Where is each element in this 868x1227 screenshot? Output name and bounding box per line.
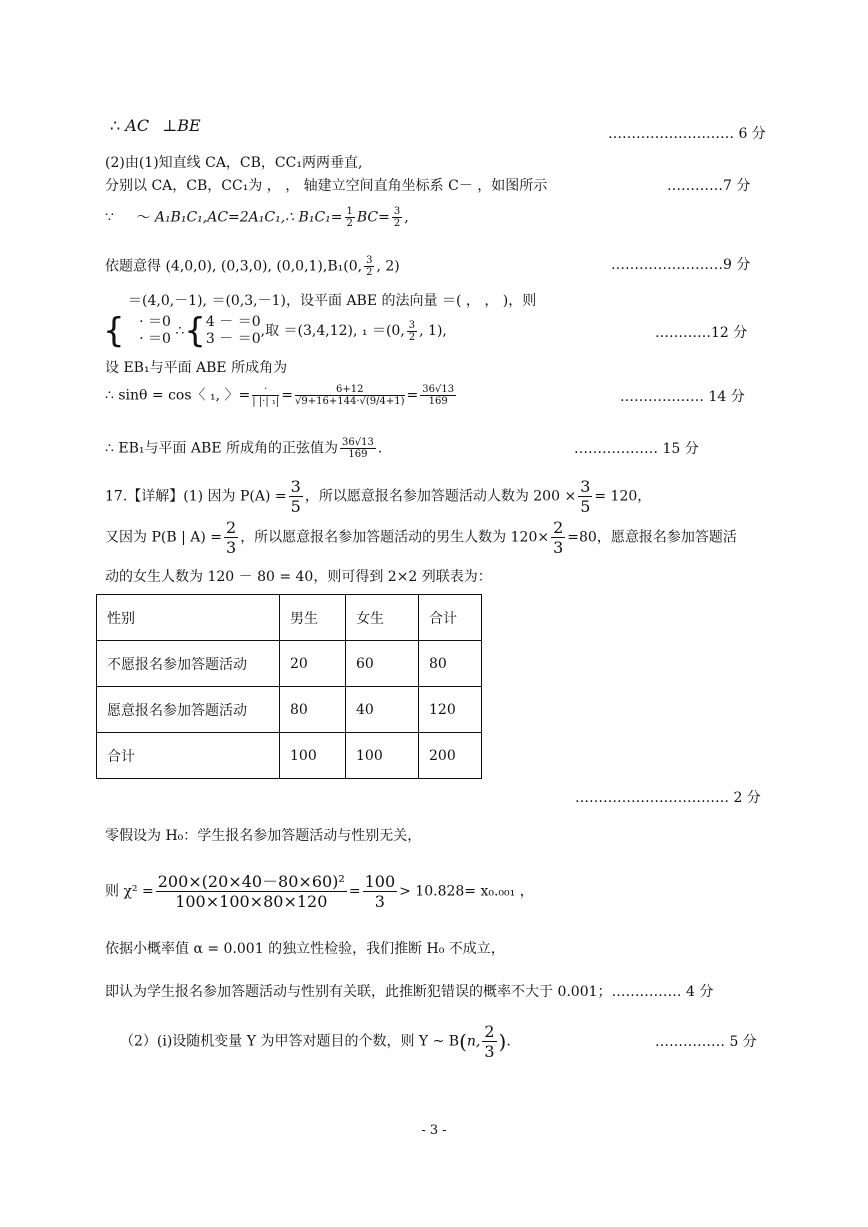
table-row <box>97 641 482 687</box>
point-coordinates-line: 依题意得 (4,0,0), (0,3,0), (0,0,1),B₁(0, $\frac{3}{2}$ , 2) <box>105 255 400 278</box>
conclusion-ac-perp-be <box>110 116 201 136</box>
bc-label: BC= <box>356 209 390 226</box>
result-fraction: $\frac{36√13}{169}$ <box>422 384 455 407</box>
result-fraction: $\frac{36√13}{169}$ <box>342 437 374 460</box>
table-row <box>97 733 482 779</box>
null-hypothesis-line: 零假设为 H₀：学生报名参加答题活动与性别无关， <box>105 828 422 844</box>
chi-square-line: 则 χ² = $\frac{\text{200×(20×40－80×60)²}}{100\times 100\times 80\times 120}$ = $\frac{100}{3}$ > 10.828= x₀.₀₀₁ ， <box>105 872 534 911</box>
solution-part2-line: (2)由(1)知直线 CA，CB，CC₁两两垂直, <box>105 155 363 171</box>
vector-definitions-line: ＝(4,0,－1), ＝(0,3,－1)，设平面 ABE 的法向量 ＝( ， ， )，则 <box>128 293 537 309</box>
fraction-3-5: $\frac{3}{5}$ <box>290 477 301 516</box>
fraction-100-3: $\frac{100}{3}$ <box>364 872 396 911</box>
table-cell: 60 <box>346 641 419 687</box>
score-15: ……………… 15 分 <box>574 441 699 457</box>
perp-symbol: ⊥ <box>162 116 178 135</box>
table-cell: 合计 <box>97 733 280 779</box>
score-2: …………………………… 2 分 <box>575 790 761 806</box>
fraction-2-3: $\frac{2}{3}$ <box>226 518 237 557</box>
because-symbol: ∵ <box>105 209 114 226</box>
table-header-cell: 性别 <box>97 595 280 641</box>
segment-be: BE <box>177 116 201 135</box>
chi-square-fraction: $\frac{\text{200×(20×40－80×60)²}}{100\times 100\times 80\times 120}$ <box>157 872 345 911</box>
table-cell: 愿意报名参加答题活动 <box>97 687 280 733</box>
table-cell: 120 <box>419 687 482 733</box>
cosine-fraction: $\frac{\cdot}{\text{| |·| ₁|}}$ <box>252 384 280 407</box>
score-5: …………… 5 分 <box>655 1034 757 1050</box>
similarity-statement: A₁B₁C₁,AC=2A₁C₁,∴ B₁C₁= <box>154 209 343 226</box>
sine-computation-line: ∴ sinθ = cos〈 ₁, 〉= $\frac{\cdot}{\text{| |·| ₁|}}$ = $\frac{6+12}{√9+16+144\cdot√(9/4+1)}$ = $\frac{36√13}{169}$ <box>105 384 455 407</box>
fraction-2-3: $\frac{2}{3}$ <box>553 518 564 557</box>
table-row <box>97 687 482 733</box>
three-halves-fraction: $\frac{3}{2}$ <box>408 319 416 343</box>
table-cell: 100 <box>346 733 419 779</box>
normal-vector-system: { · ＝0 · ＝0 ∴{ 4 － ＝0 3 － ＝0 ,取 ＝(3,4,12), ₁ ＝(0, $\frac{3}{2}$ , 1), <box>103 311 447 351</box>
table-cell: 40 <box>346 687 419 733</box>
score-14: ……………… 14 分 <box>620 389 745 405</box>
three-halves-fraction: $\frac{3}{2}$ <box>393 206 401 229</box>
table-header-cell: 女生 <box>346 595 419 641</box>
score-12: …………12 分 <box>655 325 748 341</box>
independence-test-line: 依据小概率值 α = 0.001 的独立性检验，我们推断 H₀ 不成立， <box>105 941 505 957</box>
conclusion-line: 即认为学生报名参加答题活动与性别有关联，此推断犯错误的概率不大于 0.001；…………… 4 分 <box>105 984 714 1000</box>
left-brace: { <box>103 311 125 351</box>
similar-symbol: ～ <box>136 209 151 226</box>
score-7: …………7 分 <box>667 178 751 194</box>
table-cell: 200 <box>419 733 482 779</box>
fraction-3-5: $\frac{3}{5}$ <box>580 477 591 516</box>
score-9: ……………………9 分 <box>611 257 751 273</box>
problem17-line3: 动的女生人数为 120 － 80 = 40，则可得到 2×2 列联表为： <box>105 569 492 585</box>
table-cell: 不愿报名参加答题活动 <box>97 641 280 687</box>
table-cell: 100 <box>280 733 346 779</box>
table-cell: 20 <box>280 641 346 687</box>
similar-triangles-line: ∵ ～ A₁B₁C₁,AC=2A₁C₁,∴ B₁C₁= $\frac{1}{2}$ BC= $\frac{3}{2}$ , <box>105 206 409 229</box>
contingency-table <box>96 594 482 779</box>
sine-result-line: ∴ EB₁与平面 ABE 所成角的正弦值为 $\frac{36√13}{169}$ . <box>105 437 383 460</box>
score-6: ……………………… 6 分 <box>608 126 766 142</box>
numeric-fraction: $\frac{6+12}{√9+16+144\cdot√(9/4+1)}$ <box>295 384 405 407</box>
fraction-2-3: $\frac{2}{3}$ <box>484 1022 495 1061</box>
page-number: - 3 - <box>421 1123 447 1138</box>
table-header-cell: 男生 <box>280 595 346 641</box>
problem17-line2: 又因为 P(B | A) = $\frac{2}{3}$ ，所以愿意报名参加答题活动的男生人数为 120× $\frac{2}{3}$ =80，愿意报名参加答题活 <box>105 518 737 557</box>
three-halves-fraction: $\frac{3}{2}$ <box>366 255 373 278</box>
coordinate-system-line: 分别以 CA，CB，CC₁为 ， ， 轴建立空间直角坐标系 C－ ，如图所示 <box>105 178 548 194</box>
table-header-row <box>97 595 482 641</box>
angle-definition-line: 设 EB₁与平面 ABE 所成角为 <box>105 360 288 376</box>
half-fraction: $\frac{1}{2}$ <box>346 206 353 229</box>
problem17-line1: 17.【详解】(1) 因为 P(A) = $\frac{3}{5}$ ，所以愿意报名参加答题活动人数为 200 × $\frac{3}{5}$ = 120， <box>105 477 652 516</box>
segment-ac: AC <box>125 116 150 135</box>
part2-binomial-line: （2）(i)设随机变量 Y 为甲答对题目的个数，则 Y ~ B(n, $\frac{2}{3}$ ). <box>120 1022 511 1061</box>
table-cell: 80 <box>419 641 482 687</box>
table-header-cell: 合计 <box>419 595 482 641</box>
therefore-symbol: ∴ <box>110 116 121 135</box>
table-cell: 80 <box>280 687 346 733</box>
